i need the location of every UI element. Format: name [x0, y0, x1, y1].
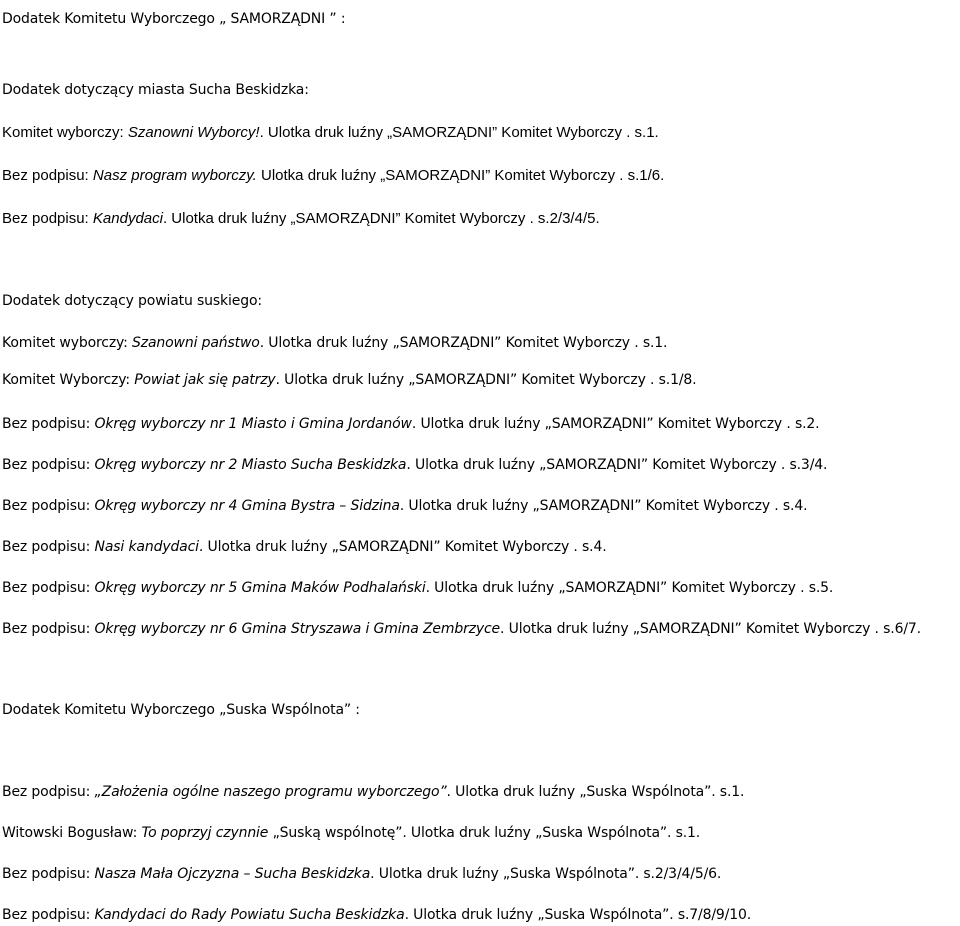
heading-suska: Dodatek Komitetu Wyborczego „Suska Wspólnota” :	[2, 702, 360, 718]
entry-powiat-7	[2, 578, 833, 598]
entry-rest: . Ulotka druk luźny „SAMORZĄDNI” Komitet Wyborczy . s.5.	[425, 580, 834, 596]
entry-rest: . Ulotka druk luźny „Suska Wspólnota”. s.7/8/9/10.	[404, 907, 752, 923]
entry-title: Okręg wyborczy nr 5 Gmina Maków Podhalański	[94, 580, 426, 596]
entry-sucha-2	[2, 166, 664, 186]
entry-author: Bez podpisu:	[2, 621, 95, 637]
entry-author: Komitet wyborczy:	[2, 124, 128, 141]
heading-samorzadni: Dodatek Komitetu Wyborczego „ SAMORZĄDNI ” :	[2, 11, 346, 27]
entry-author: Bez podpisu:	[2, 416, 95, 432]
entry-author: Bez podpisu:	[2, 210, 93, 227]
entry-rest: . Ulotka druk luźny „SAMORZĄDNI” Komitet Wyborczy . s.1.	[259, 335, 668, 351]
entry-rest: . Ulotka druk luźny „SAMORZĄDNI” Komitet Wyborczy . s.4.	[399, 498, 808, 514]
entry-rest: . Ulotka druk luźny „SAMORZĄDNI” Komitet Wyborczy . s.3/4.	[406, 457, 828, 473]
entry-author: Bez podpisu:	[2, 167, 93, 184]
entry-powiat-1	[2, 333, 667, 353]
entry-rest: „Suską wspólnotę”. Ulotka druk luźny „Suska Wspólnota”. s.1.	[272, 825, 701, 841]
entry-author: Bez podpisu:	[2, 457, 95, 473]
entry-author: Witowski Bogusław:	[2, 825, 142, 841]
entry-author: Bez podpisu:	[2, 580, 95, 596]
entry-rest: . Ulotka druk luźny „SAMORZĄDNI” Komitet Wyborczy . s.2/3/4/5.	[162, 210, 600, 227]
entry-suska-2	[2, 823, 700, 843]
entry-title: Kandydaci	[92, 210, 163, 227]
entry-rest: Ulotka druk luźny „SAMORZĄDNI” Komitet Wyborczy . s.1/6.	[256, 167, 665, 184]
entry-powiat-2	[2, 370, 696, 390]
entry-powiat-8	[2, 619, 921, 639]
entry-rest: . Ulotka druk luźny „Suska Wspólnota”. s.1.	[446, 784, 745, 800]
entry-rest: . Ulotka druk luźny „SAMORZĄDNI” Komitet Wyborczy . s.1.	[259, 124, 659, 141]
entry-powiat-6	[2, 537, 607, 557]
entry-title: Okręg wyborczy nr 6 Gmina Stryszawa i Gmina Zembrzyce	[94, 621, 501, 637]
entry-rest: . Ulotka druk luźny „Suska Wspólnota”. s.2/3/4/5/6.	[370, 866, 722, 882]
entry-sucha-1	[2, 123, 659, 143]
entry-rest: . Ulotka druk luźny „SAMORZĄDNI” Komitet Wyborczy . s.1/8.	[275, 372, 697, 388]
entry-title: Nasza Mała Ojczyzna – Sucha Beskidzka	[94, 866, 371, 882]
entry-rest: . Ulotka druk luźny „SAMORZĄDNI” Komitet Wyborczy . s.6/7.	[500, 621, 921, 637]
entry-author: Komitet Wyborczy:	[2, 372, 135, 388]
entry-author: Komitet wyborczy:	[2, 335, 133, 351]
entry-author: Bez podpisu:	[2, 866, 95, 882]
entry-author: Bez podpisu:	[2, 539, 95, 555]
entry-sucha-3	[2, 209, 600, 229]
entry-title: Okręg wyborczy nr 2 Miasto Sucha Beskidzka	[94, 457, 407, 473]
section-powiat-title: Dodatek dotyczący powiatu suskiego:	[2, 293, 262, 309]
entry-title: Szanowni Wyborcy!	[127, 124, 260, 141]
entry-author: Bez podpisu:	[2, 907, 95, 923]
entry-suska-1	[2, 782, 744, 802]
entry-title: To poprzyj czynnie	[141, 825, 273, 841]
section-sucha-title: Dodatek dotyczący miasta Sucha Beskidzka:	[2, 82, 309, 98]
entry-suska-4	[2, 905, 751, 925]
entry-powiat-5	[2, 496, 807, 516]
entry-suska-3	[2, 864, 721, 884]
entry-author: Bez podpisu:	[2, 498, 95, 514]
entry-author: Bez podpisu:	[2, 784, 95, 800]
entry-powiat-4	[2, 455, 827, 475]
entry-title: „Założenia ogólne naszego programu wyborczego”	[94, 784, 447, 800]
entry-rest: . Ulotka druk luźny „SAMORZĄDNI” Komitet Wyborczy . s.4.	[198, 539, 607, 555]
entry-rest: . Ulotka druk luźny „SAMORZĄDNI” Komitet Wyborczy . s.2.	[411, 416, 820, 432]
entry-title: Nasi kandydaci	[94, 539, 199, 555]
entry-title: Okręg wyborczy nr 4 Gmina Bystra – Sidzina	[94, 498, 400, 514]
entry-title: Kandydaci do Rady Powiatu Sucha Beskidzka	[94, 907, 405, 923]
entry-title: Szanowni państwo	[132, 335, 260, 351]
entry-title: Nasz program wyborczy.	[92, 167, 257, 184]
entry-powiat-3	[2, 414, 819, 434]
entry-title: Powiat jak się patrzy	[134, 372, 276, 388]
entry-title: Okręg wyborczy nr 1 Miasto i Gmina Jordanów	[94, 416, 412, 432]
